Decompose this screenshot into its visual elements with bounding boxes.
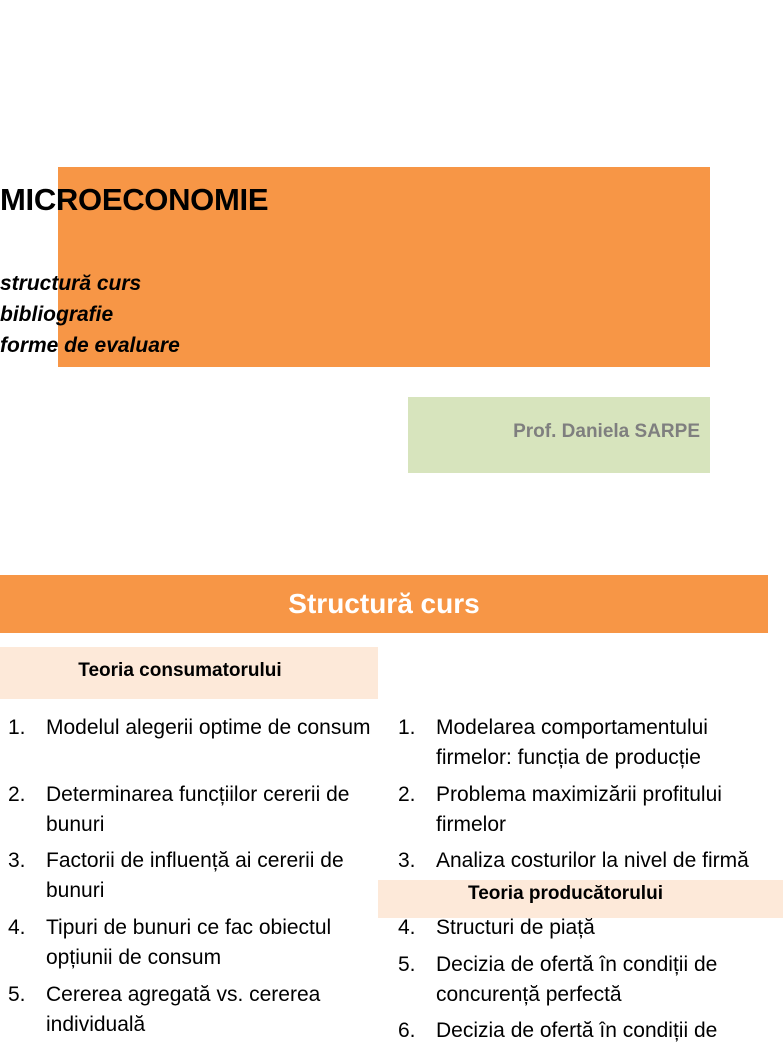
list-item-number: 5.	[398, 953, 416, 976]
list-item-number: 6.	[398, 1019, 416, 1042]
list-item-number: 1.	[8, 716, 26, 739]
list-item-text: Structuri de piață	[436, 916, 595, 939]
list-item-text: Cererea agregată vs. cererea individuală	[46, 983, 321, 1036]
list-item-number: 5.	[8, 983, 26, 1006]
producer-theory-heading: Teoria producătorului	[468, 883, 663, 904]
list-item-text: Decizia de ofertă în condiții de	[436, 1019, 718, 1042]
list-item-text: Decizia de ofertă în condiții de concurență perfectă	[436, 953, 718, 1006]
subtitle-line-bibliography: bibliografie	[0, 303, 114, 326]
list-item-text: Problema maximizării profitului firmelor	[436, 783, 722, 836]
list-item-number: 3.	[398, 849, 416, 872]
slide-structure	[0, 560, 768, 1042]
consumer-theory-heading: Teoria consumatorului	[78, 660, 282, 681]
list-item-number: 4.	[8, 916, 26, 939]
header-bar	[0, 575, 768, 633]
list-item-number: 3.	[8, 849, 26, 872]
author-box	[408, 397, 710, 473]
list-item-number: 2.	[398, 783, 416, 806]
consumer-theory-heading-box	[0, 647, 378, 699]
author-name: Prof. Daniela SARPE	[513, 421, 700, 442]
slide-header-title: Structură curs	[288, 588, 480, 619]
list-item-text: Modelarea comportamentului firmelor: funcția de producție	[436, 716, 708, 769]
list-item-number: 4.	[398, 916, 416, 939]
list-item-text: Modelul alegerii optime de consum	[46, 716, 371, 739]
list-item-text: Analiza costurilor la nivel de firmă	[436, 849, 749, 872]
subtitle-line-evaluation: forme de evaluare	[0, 334, 180, 357]
list-item-text: Determinarea funcțiilor cererii de bunuri	[46, 783, 350, 836]
list-item-text: Factorii de influență ai cererii de bunuri	[46, 849, 344, 902]
subtitle-line-structure: structură curs	[0, 272, 142, 295]
list-item-number: 1.	[398, 716, 416, 739]
list-item-text: Tipuri de bunuri ce fac obiectul opțiunii de consum	[46, 916, 332, 969]
course-title: MICROECONOMIE	[0, 182, 269, 217]
list-item-number: 2.	[8, 783, 26, 806]
